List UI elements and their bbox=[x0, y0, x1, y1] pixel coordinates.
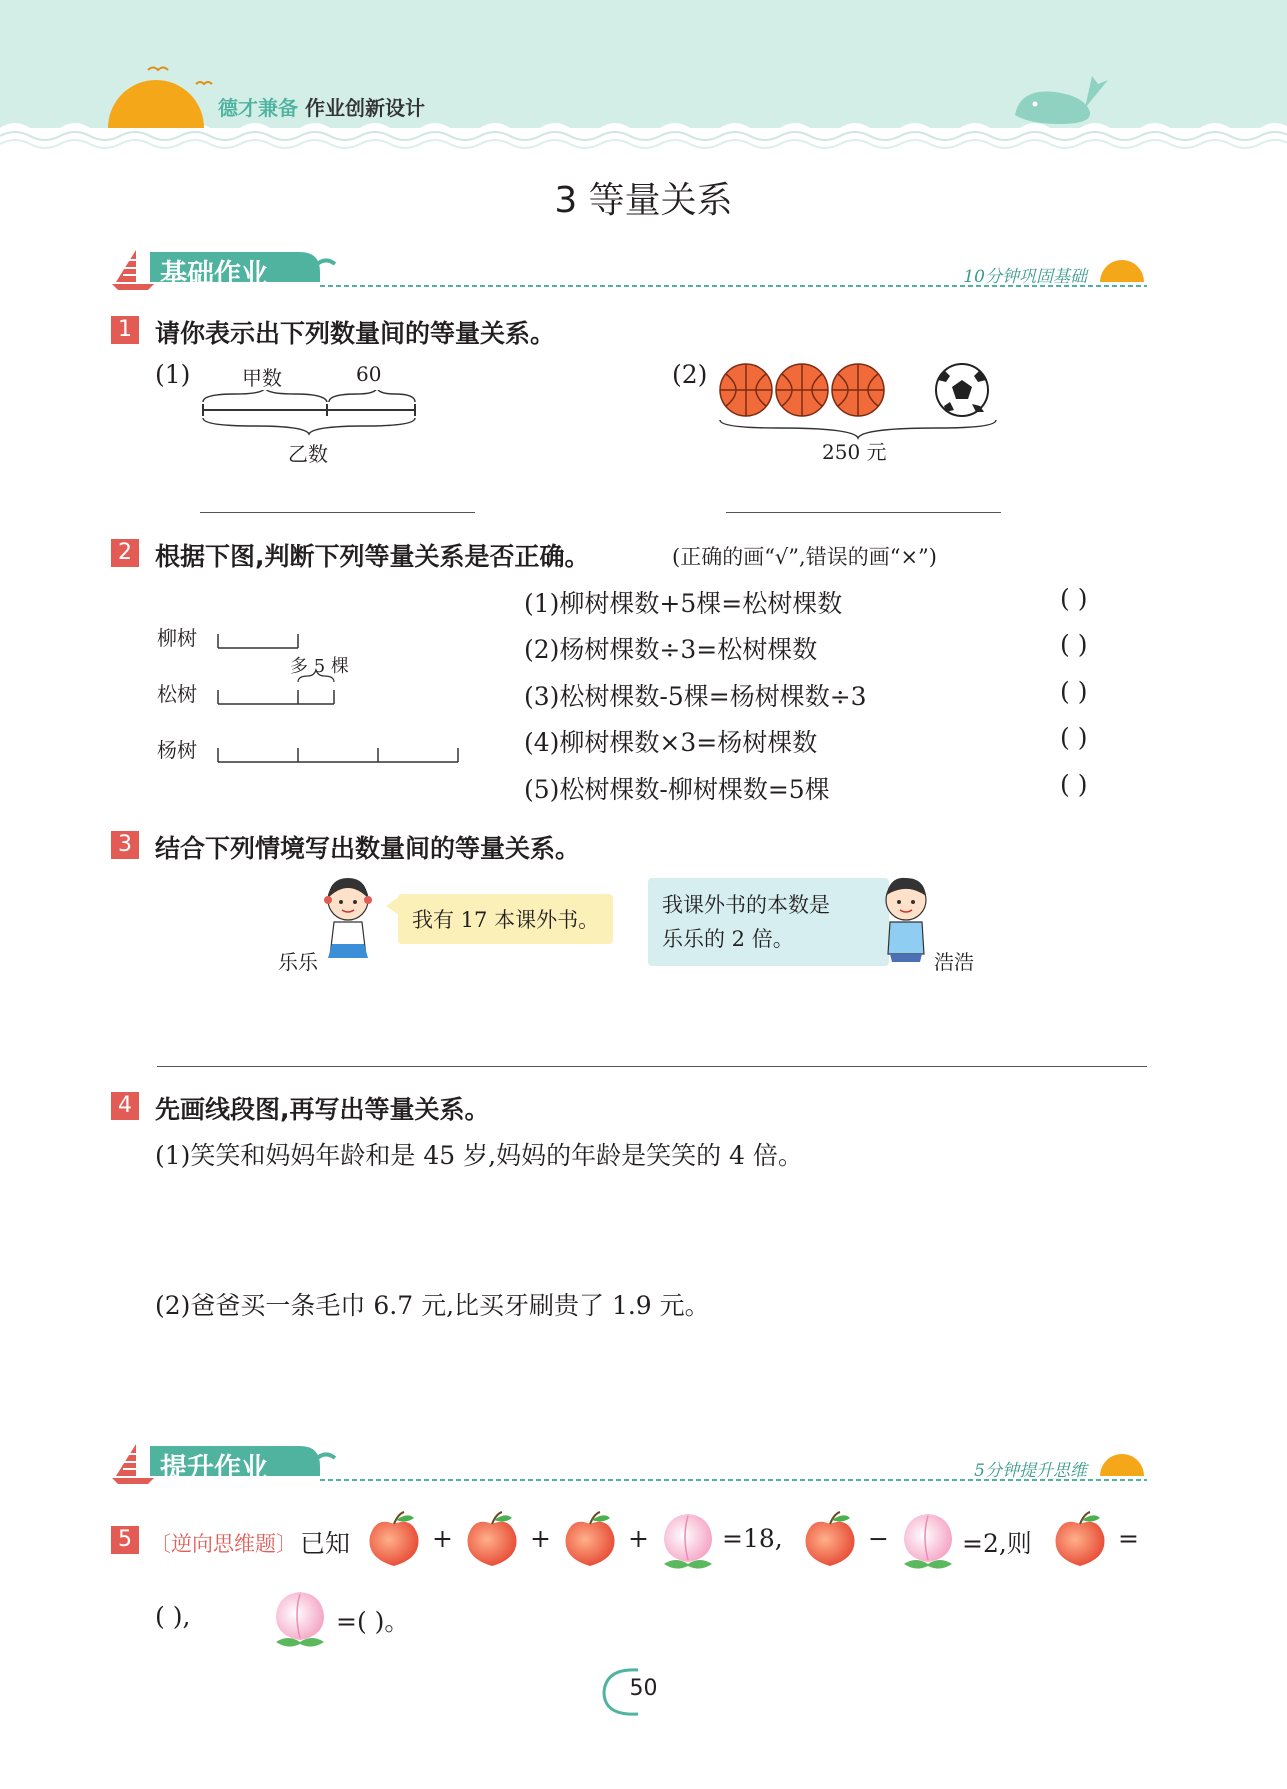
question-number: 3 bbox=[111, 831, 139, 859]
bubble-line-1: 我课外书的本数是 bbox=[662, 893, 830, 917]
section-label: 基础作业 bbox=[160, 259, 268, 290]
answer-line bbox=[157, 1066, 1147, 1067]
segment-total-label: 乙数 bbox=[288, 442, 328, 466]
equals-2: =2,则 bbox=[962, 1529, 1032, 1558]
q4-part2: (2)爸爸买一条毛巾 6.7 元,比买牙刷贵了 1.9 元。 bbox=[155, 1291, 710, 1320]
q5-lead: 已知 bbox=[300, 1529, 351, 1558]
bubble-line-2: 乐乐的 2 倍。 bbox=[662, 927, 794, 951]
row-label-poplar: 杨树 bbox=[157, 738, 197, 762]
apple-icon bbox=[1050, 1510, 1110, 1570]
section-note: 10分钟巩固基础 bbox=[963, 267, 1087, 287]
judge-item: (5)松树棵数-柳树棵数=5棵 bbox=[524, 775, 830, 804]
answer-blank-peach[interactable]: =( )。 bbox=[336, 1607, 410, 1636]
sailboat-icon bbox=[112, 250, 154, 290]
girl-avatar-icon bbox=[318, 874, 378, 964]
sailboat-icon bbox=[112, 1444, 154, 1484]
basketball-icon bbox=[832, 364, 884, 416]
answer-parens[interactable]: ( ) bbox=[1060, 584, 1088, 613]
apple-icon bbox=[560, 1510, 620, 1570]
question-number: 5 bbox=[111, 1526, 139, 1554]
op-plus: + bbox=[432, 1524, 453, 1553]
peach-icon bbox=[268, 1584, 332, 1652]
answer-parens[interactable]: ( ) bbox=[1060, 770, 1088, 799]
segment-label-b: 60 bbox=[356, 362, 382, 386]
question-number: 1 bbox=[111, 316, 139, 344]
question-text: 先画线段图,再写出等量关系。 bbox=[155, 1095, 490, 1124]
question-text: 根据下图,判断下列等量关系是否正确。 bbox=[155, 542, 590, 571]
equals-sign: = bbox=[1118, 1524, 1139, 1553]
extra-label: 多 5 棵 bbox=[290, 656, 349, 677]
section-banner-advanced bbox=[110, 1442, 1147, 1482]
question-number: 4 bbox=[111, 1092, 139, 1120]
section-label: 提升作业 bbox=[160, 1453, 268, 1484]
q4-part1: (1)笑笑和妈妈年龄和是 45 岁,妈妈的年龄是笑笑的 4 倍。 bbox=[155, 1141, 803, 1170]
answer-line bbox=[726, 512, 1001, 513]
question-tag: 〔逆向思维题〕 bbox=[150, 1532, 297, 1556]
answer-line bbox=[200, 512, 475, 513]
apple-icon bbox=[462, 1510, 522, 1570]
tree-segment-diagram bbox=[214, 620, 464, 770]
judge-item: (3)松树棵数-5棵=杨树棵数÷3 bbox=[524, 682, 867, 711]
answer-parens[interactable]: ( ) bbox=[1060, 630, 1088, 659]
op-plus: + bbox=[628, 1524, 649, 1553]
answer-parens[interactable]: ( ) bbox=[1060, 723, 1088, 752]
sun-small-icon bbox=[1100, 260, 1144, 282]
basketball-icon bbox=[720, 364, 772, 416]
answer-parens[interactable]: ( ) bbox=[1060, 677, 1088, 706]
girl-name: 乐乐 bbox=[278, 950, 318, 974]
boy-avatar-icon bbox=[876, 874, 936, 964]
bubble-tail bbox=[863, 900, 877, 920]
balls-total-label: 250 元 bbox=[822, 440, 887, 464]
apple-icon bbox=[364, 1510, 424, 1570]
equals-18: =18, bbox=[722, 1524, 783, 1553]
peach-icon bbox=[896, 1506, 960, 1574]
sun-small-icon bbox=[1100, 1454, 1144, 1476]
brand-logo-text bbox=[218, 92, 425, 121]
row-label-willow: 柳树 bbox=[157, 626, 197, 650]
page-header bbox=[0, 0, 1287, 150]
q1-part2-label: (2) bbox=[672, 360, 708, 389]
brand-green: 德才兼备 bbox=[218, 96, 298, 120]
section-note: 5分钟提升思维 bbox=[974, 1461, 1087, 1481]
op-minus: − bbox=[868, 1524, 889, 1553]
answer-blank-apple[interactable]: ( ), bbox=[155, 1602, 191, 1631]
basketball-icon bbox=[776, 364, 828, 416]
segment-label-a: 甲数 bbox=[242, 366, 282, 390]
page-number: 50 bbox=[629, 1676, 658, 1701]
speech-bubble-girl: 我有 17 本课外书。 bbox=[398, 894, 613, 944]
section-banner-basic bbox=[110, 248, 1147, 288]
judge-item: (1)柳树棵数+5棵=松树棵数 bbox=[524, 589, 843, 618]
lesson-title: 3 等量关系 bbox=[554, 180, 733, 221]
judge-item: (4)柳树棵数×3=杨树棵数 bbox=[524, 728, 818, 757]
row-label-pine: 松树 bbox=[157, 682, 197, 706]
header-background bbox=[0, 0, 1287, 150]
soccer-ball-icon bbox=[936, 364, 988, 416]
question-hint: (正确的画“√”,错误的画“×”) bbox=[672, 545, 937, 569]
boy-name: 浩浩 bbox=[934, 950, 974, 974]
brand-dark: 作业创新设计 bbox=[304, 96, 425, 120]
segment-diagram-1 bbox=[195, 390, 430, 440]
peach-icon bbox=[656, 1506, 720, 1574]
op-plus: + bbox=[530, 1524, 551, 1553]
q1-part1-label: (1) bbox=[155, 360, 191, 389]
judge-item: (2)杨树棵数÷3=松树棵数 bbox=[524, 635, 818, 664]
question-number: 2 bbox=[111, 539, 139, 567]
speech-bubble-boy bbox=[648, 878, 889, 966]
question-text: 请你表示出下列数量间的等量关系。 bbox=[155, 319, 556, 348]
apple-icon bbox=[800, 1510, 860, 1570]
question-text: 结合下列情境写出数量间的等量关系。 bbox=[155, 834, 581, 863]
